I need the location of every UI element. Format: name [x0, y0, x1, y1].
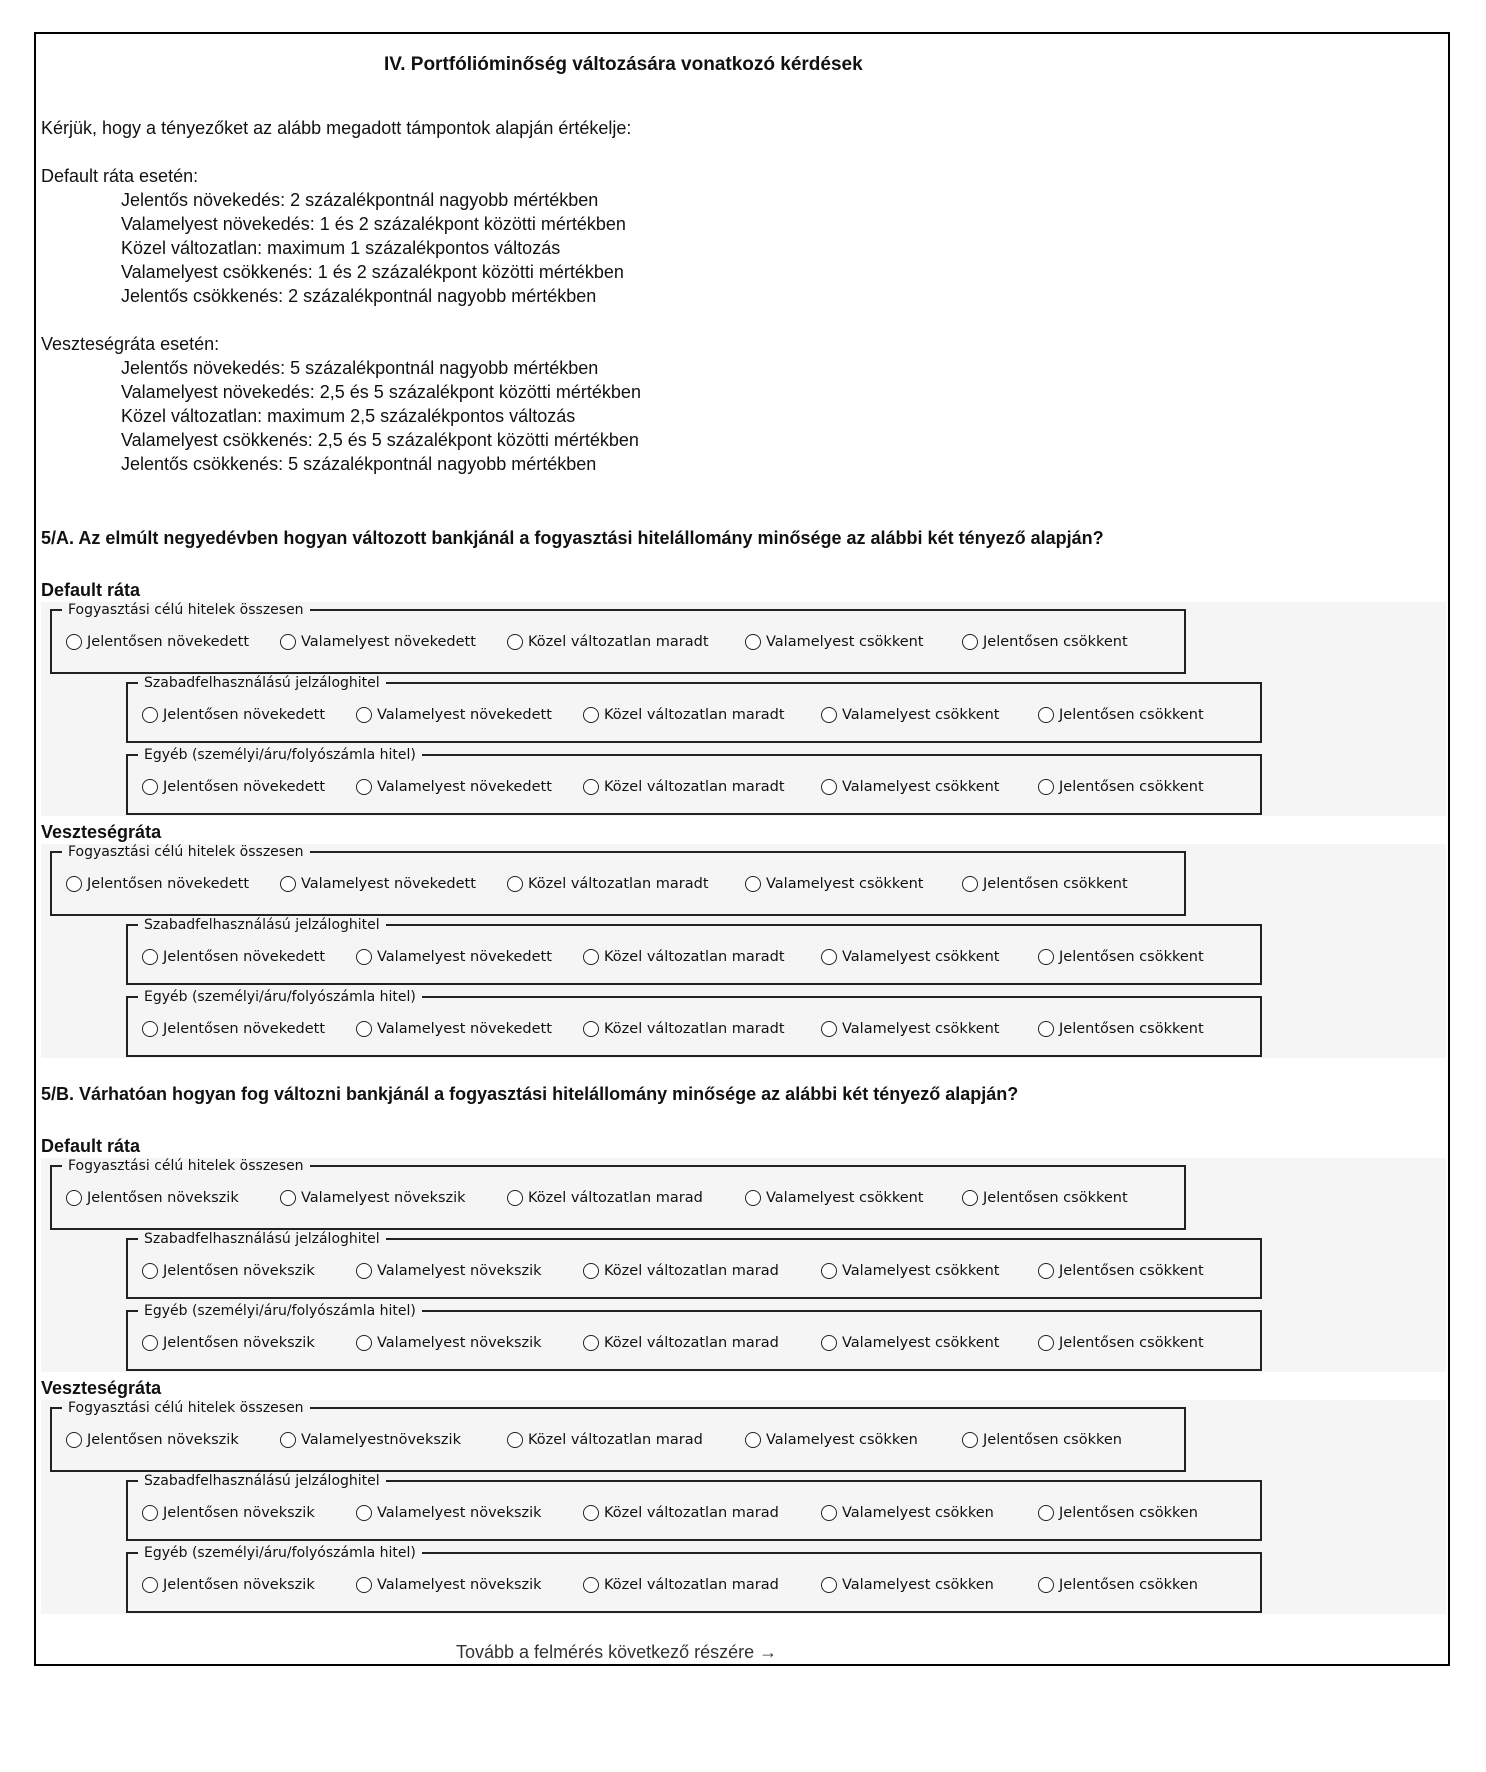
group-legend: Egyéb (személyi/áru/folyószámla hitel)	[144, 747, 416, 763]
radio-circle[interactable]	[142, 949, 158, 965]
radio-circle[interactable]	[280, 1432, 296, 1448]
radio-option[interactable]: Közel változatlan marad	[583, 1263, 779, 1279]
radio-circle[interactable]	[280, 876, 296, 892]
group-legend: Szabadfelhasználású jelzáloghitel	[144, 1231, 380, 1247]
group-mortgage	[126, 1231, 1262, 1299]
radio-circle[interactable]	[962, 876, 978, 892]
group-legend: Szabadfelhasználású jelzáloghitel	[144, 917, 380, 933]
next-section-link[interactable]: Tovább a felmérés következő részére →	[456, 1642, 778, 1662]
radio-option[interactable]: Jelentősen növekedett	[66, 876, 249, 892]
group-consumer-total	[50, 602, 1186, 674]
radio-circle[interactable]	[507, 876, 523, 892]
radio-option[interactable]: Jelentősen csökkent	[1038, 1335, 1204, 1351]
radio-circle[interactable]	[142, 1263, 158, 1279]
intro-text: Kérjük, hogy a tényezőket az alább megadott támpontok alapján értékelje:	[41, 118, 632, 138]
radio-circle[interactable]	[1038, 707, 1054, 723]
radio-circle[interactable]	[821, 1505, 837, 1521]
radio-circle[interactable]	[821, 1263, 837, 1279]
question-5b: 5/B. Várhatóan hogyan fog változni bankjánál a fogyasztási hitelállomány minősége az alábbi két tényező alapján?	[41, 1084, 1019, 1104]
radio-option[interactable]: Jelentősen csökken	[962, 1432, 1122, 1448]
radio-circle[interactable]	[583, 949, 599, 965]
radio-option[interactable]: Jelentősen növekszik	[142, 1505, 315, 1521]
radio-option[interactable]: Közel változatlan marad	[507, 1190, 703, 1206]
group-other	[126, 1303, 1262, 1371]
survey-frame	[34, 32, 1450, 1666]
radio-circle[interactable]	[66, 634, 82, 650]
radio-option[interactable]: Jelentősen csökken	[1038, 1577, 1198, 1593]
group-legend: Szabadfelhasználású jelzáloghitel	[144, 675, 380, 691]
radio-circle[interactable]	[745, 1190, 761, 1206]
guide-item: Valamelyest növekedés: 1 és 2 százalékpont közötti mértékben	[121, 214, 626, 234]
guide-item: Közel változatlan: maximum 1 százalékpontos változás	[121, 238, 561, 258]
section-default-rate: Default ráta	[41, 580, 141, 600]
radio-circle[interactable]	[583, 1263, 599, 1279]
radio-circle[interactable]	[1038, 1335, 1054, 1351]
radio-option[interactable]: Közel változatlan maradt	[507, 876, 709, 892]
radio-circle[interactable]	[745, 634, 761, 650]
radio-option[interactable]: Közel változatlan maradt	[583, 1021, 785, 1037]
group-legend: Fogyasztási célú hitelek összesen	[68, 1158, 304, 1174]
radio-option[interactable]: Jelentősen csökken	[1038, 1505, 1198, 1521]
radio-option[interactable]: Valamelyest növekszik	[280, 1190, 466, 1206]
radio-option[interactable]: Jelentősen növekedett	[142, 1021, 325, 1037]
group-legend: Fogyasztási célú hitelek összesen	[68, 602, 304, 618]
group-legend: Egyéb (személyi/áru/folyószámla hitel)	[144, 989, 416, 1005]
radio-circle[interactable]	[356, 1335, 372, 1351]
radio-option[interactable]: Jelentősen csökkent	[1038, 1263, 1204, 1279]
radio-circle[interactable]	[142, 1021, 158, 1037]
radio-circle[interactable]	[583, 779, 599, 795]
radio-option[interactable]: Valamelyest csökken	[745, 1432, 918, 1448]
radio-option[interactable]: Jelentősen csökkent	[1038, 949, 1204, 965]
radio-option[interactable]: Jelentősen csökkent	[1038, 1021, 1204, 1037]
radio-option[interactable]: Közel változatlan marad	[507, 1432, 703, 1448]
radio-option[interactable]: Jelentősen csökkent	[962, 1190, 1128, 1206]
radio-option[interactable]: Valamelyest csökkent	[745, 876, 924, 892]
guide-item: Jelentős növekedés: 5 százalékpontnál nagyobb mértékben	[121, 358, 599, 378]
radio-circle[interactable]	[356, 1263, 372, 1279]
radio-option[interactable]: Jelentősen csökkent	[1038, 779, 1204, 795]
radio-circle[interactable]	[583, 1505, 599, 1521]
radio-option[interactable]: Jelentősen növekedett	[142, 949, 325, 965]
radio-option[interactable]: Jelentősen növekszik	[142, 1335, 315, 1351]
guide-item: Valamelyest növekedés: 2,5 és 5 százalékpont közötti mértékben	[121, 382, 641, 402]
radio-option[interactable]: Jelentősen növekszik	[66, 1190, 239, 1206]
radio-circle[interactable]	[1038, 949, 1054, 965]
radio-circle[interactable]	[66, 876, 82, 892]
radio-circle[interactable]	[356, 949, 372, 965]
radio-circle[interactable]	[142, 1335, 158, 1351]
radio-option[interactable]: Közel változatlan maradt	[583, 949, 785, 965]
radio-option[interactable]: Jelentősen növekszik	[142, 1263, 315, 1279]
group-mortgage	[126, 917, 1262, 985]
radio-circle[interactable]	[142, 707, 158, 723]
guide-item: Jelentős növekedés: 2 százalékpontnál nagyobb mértékben	[121, 190, 599, 210]
group-consumer-total	[50, 1400, 1186, 1472]
radio-option[interactable]: Közel változatlan maradt	[507, 634, 709, 650]
radio-option[interactable]: Jelentősen csökkent	[962, 876, 1128, 892]
radio-option[interactable]: Valamelyest növekedett	[356, 707, 552, 723]
radio-circle[interactable]	[356, 1577, 372, 1593]
group-consumer-total	[50, 1158, 1186, 1230]
radio-option[interactable]: Közel változatlan marad	[583, 1335, 779, 1351]
group-consumer-total	[50, 844, 1186, 916]
radio-circle[interactable]	[821, 1335, 837, 1351]
radio-circle[interactable]	[280, 1190, 296, 1206]
radio-option[interactable]: Közel változatlan maradt	[583, 779, 785, 795]
radio-option[interactable]: Valamelyest csökken	[821, 1577, 994, 1593]
radio-option[interactable]: Valamelyest növekszik	[356, 1577, 542, 1593]
radio-option[interactable]: Jelentősen növekedett	[142, 707, 325, 723]
radio-option[interactable]: Valamelyest csökkent	[745, 1190, 924, 1206]
group-legend: Egyéb (személyi/áru/folyószámla hitel)	[144, 1545, 416, 1561]
radio-circle[interactable]	[1038, 779, 1054, 795]
guide-heading-default: Default ráta esetén:	[41, 166, 199, 186]
section-background	[41, 844, 1446, 1058]
guide-item: Jelentős csökkenés: 5 százalékpontnál nagyobb mértékben	[121, 454, 597, 474]
group-legend: Szabadfelhasználású jelzáloghitel	[144, 1473, 380, 1489]
group-legend: Egyéb (személyi/áru/folyószámla hitel)	[144, 1303, 416, 1319]
radio-circle[interactable]	[1038, 1577, 1054, 1593]
group-mortgage	[126, 675, 1262, 743]
radio-option[interactable]: Jelentősen csökkent	[1038, 707, 1204, 723]
section-background	[41, 1400, 1446, 1614]
radio-circle[interactable]	[356, 707, 372, 723]
radio-option[interactable]: Jelentősen növekszik	[66, 1432, 239, 1448]
section-loss-rate: Veszteségráta	[41, 1378, 162, 1398]
radio-option[interactable]: Valamelyest növekedett	[356, 779, 552, 795]
radio-circle[interactable]	[356, 1505, 372, 1521]
radio-circle[interactable]	[142, 779, 158, 795]
radio-option[interactable]: Valamelyest növekszik	[356, 1505, 542, 1521]
radio-option[interactable]: Valamelyest növekszik	[356, 1263, 542, 1279]
group-other	[126, 989, 1262, 1057]
radio-option[interactable]: Valamelyest növekedett	[280, 876, 476, 892]
radio-circle[interactable]	[821, 779, 837, 795]
radio-circle[interactable]	[962, 1190, 978, 1206]
radio-circle[interactable]	[962, 1432, 978, 1448]
radio-circle[interactable]	[356, 1021, 372, 1037]
radio-circle[interactable]	[1038, 1263, 1054, 1279]
radio-option[interactable]: Jelentősen csökkent	[962, 634, 1128, 650]
radio-option[interactable]: Valamelyest csökkent	[821, 779, 1000, 795]
radio-circle[interactable]	[821, 1021, 837, 1037]
radio-option[interactable]: Közel változatlan marad	[583, 1505, 779, 1521]
radio-circle[interactable]	[821, 1577, 837, 1593]
group-other	[126, 747, 1262, 815]
group-legend: Fogyasztási célú hitelek összesen	[68, 1400, 304, 1416]
radio-option[interactable]: Valamelyest csökkent	[821, 1263, 1000, 1279]
group-other	[126, 1545, 1262, 1613]
radio-option[interactable]: Valamelyest növekedett	[356, 949, 552, 965]
section-default-rate: Default ráta	[41, 1136, 141, 1156]
radio-circle[interactable]	[583, 1335, 599, 1351]
section-background	[41, 1158, 1446, 1372]
section-background	[41, 602, 1446, 816]
radio-circle[interactable]	[745, 1432, 761, 1448]
radio-circle[interactable]	[583, 707, 599, 723]
question-5a: 5/A. Az elmúlt negyedévben hogyan változott bankjánál a fogyasztási hitelállomány minősége az alábbi két tényező alapján?	[41, 528, 1104, 548]
radio-option[interactable]: Valamelyestnövekszik	[280, 1432, 461, 1448]
radio-option[interactable]: Jelentősen növekszik	[142, 1577, 315, 1593]
section-loss-rate: Veszteségráta	[41, 822, 162, 842]
radio-option[interactable]: Valamelyest csökkent	[745, 634, 924, 650]
radio-option[interactable]: Valamelyest csökkent	[821, 949, 1000, 965]
radio-option[interactable]: Valamelyest növekedett	[356, 1021, 552, 1037]
radio-circle[interactable]	[583, 1021, 599, 1037]
radio-circle[interactable]	[1038, 1505, 1054, 1521]
radio-option[interactable]: Valamelyest csökkent	[821, 1335, 1000, 1351]
radio-option[interactable]: Valamelyest csökken	[821, 1505, 994, 1521]
radio-circle[interactable]	[142, 1505, 158, 1521]
radio-circle[interactable]	[507, 1432, 523, 1448]
guide-heading-loss: Veszteségráta esetén:	[41, 334, 220, 354]
guide-item: Közel változatlan: maximum 2,5 százalékpontos változás	[121, 406, 576, 426]
radio-option[interactable]: Közel változatlan marad	[583, 1577, 779, 1593]
radio-circle[interactable]	[962, 634, 978, 650]
radio-circle[interactable]	[66, 1190, 82, 1206]
radio-option[interactable]: Valamelyest növekszik	[356, 1335, 542, 1351]
radio-circle[interactable]	[66, 1432, 82, 1448]
radio-circle[interactable]	[821, 707, 837, 723]
radio-circle[interactable]	[280, 634, 296, 650]
radio-circle[interactable]	[1038, 1021, 1054, 1037]
radio-circle[interactable]	[507, 1190, 523, 1206]
radio-circle[interactable]	[356, 779, 372, 795]
radio-option[interactable]: Jelentősen növekedett	[142, 779, 325, 795]
page-title: IV. Portfólióminőség változására vonatkozó kérdések	[384, 54, 863, 75]
radio-option[interactable]: Valamelyest csökkent	[821, 1021, 1000, 1037]
radio-option[interactable]: Jelentősen növekedett	[66, 634, 249, 650]
radio-option[interactable]: Közel változatlan maradt	[583, 707, 785, 723]
guide-item: Valamelyest csökkenés: 2,5 és 5 százalékpont közötti mértékben	[121, 430, 639, 450]
guide-item: Valamelyest csökkenés: 1 és 2 százalékpont közötti mértékben	[121, 262, 624, 282]
radio-circle[interactable]	[507, 634, 523, 650]
radio-circle[interactable]	[821, 949, 837, 965]
radio-circle[interactable]	[583, 1577, 599, 1593]
radio-circle[interactable]	[142, 1577, 158, 1593]
guide-item: Jelentős csökkenés: 2 százalékpontnál nagyobb mértékben	[121, 286, 597, 306]
radio-option[interactable]: Valamelyest növekedett	[280, 634, 476, 650]
radio-circle[interactable]	[745, 876, 761, 892]
group-mortgage	[126, 1473, 1262, 1541]
radio-option[interactable]: Valamelyest csökkent	[821, 707, 1000, 723]
group-legend: Fogyasztási célú hitelek összesen	[68, 844, 304, 860]
